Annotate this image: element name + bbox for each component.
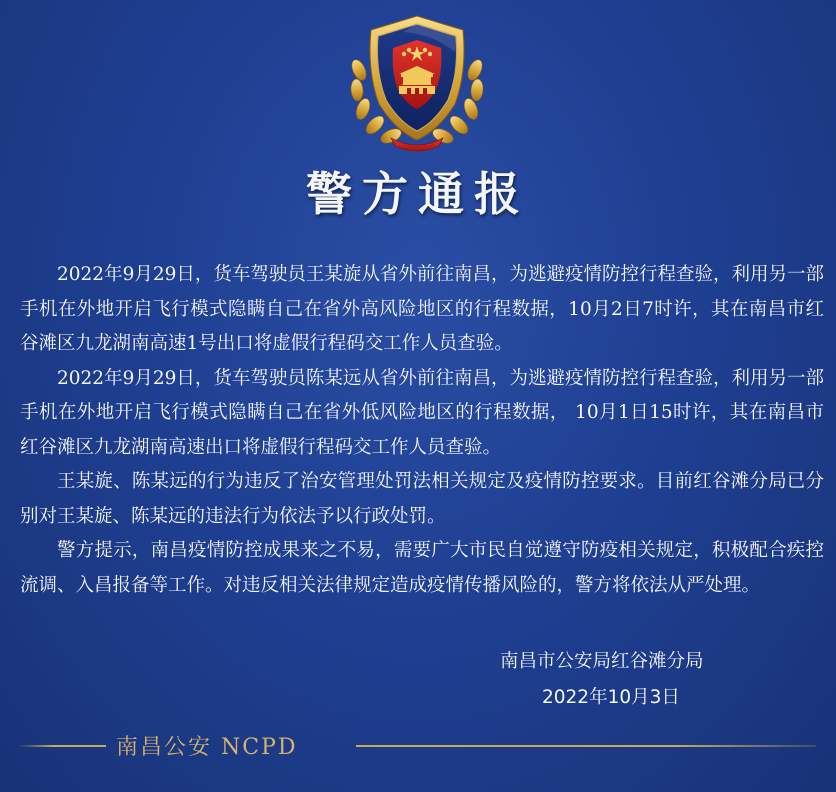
police-badge-icon (343, 12, 491, 152)
footer-divider-left (18, 745, 106, 747)
notice-body (20, 258, 824, 603)
notice-paragraph: 警方提示，南昌疫情防控成果来之不易，需要广大市民自觉遵守防疫相关规定，积极配合疾控流调、入昌报备等工作。对违反相关法律规定造成疫情传播风险的，警方将依法从严处理。 (20, 540, 824, 596)
notice-paragraph: 王某旋、陈某远的行为违反了治安管理处罚法相关规定及疫情防控要求。目前红谷滩分局已分别对王某旋、陈某远的违法行为依法予以行政处罚。 (20, 471, 824, 527)
notice-paragraph: 2022年9月29日，货车驾驶员陈某远从省外前往南昌，为逃避疫情防控行程查验，利用另一部手机在外地开启飞行模式隐瞒自己在省外低风险地区的行程数据， 10月1日15时许，其在南昌市红谷滩区九龙湖南高速出口将虚假行程码交工作人员查验。 (20, 367, 824, 458)
notice-signature: 南昌市公安局红谷滩分局 (500, 651, 704, 672)
notice-paragraph: 2022年9月29日，货车驾驶员王某旋从省外前往南昌，为逃避疫情防控行程查验，利用另一部手机在外地开启飞行模式隐瞒自己在省外高风险地区的行程数据，10月2日7时许，其在南昌市红谷滩区九龙湖南高速1号出口将虚假行程码交工作人员查验。 (20, 264, 824, 354)
footer-divider-right (356, 745, 816, 747)
notice-date: 2022年10月3日 (542, 687, 680, 708)
footer-brand: 南昌公安 NCPD (116, 735, 298, 760)
footer-brand-bar (0, 728, 836, 764)
notice-title: 警方通报 (306, 167, 530, 221)
